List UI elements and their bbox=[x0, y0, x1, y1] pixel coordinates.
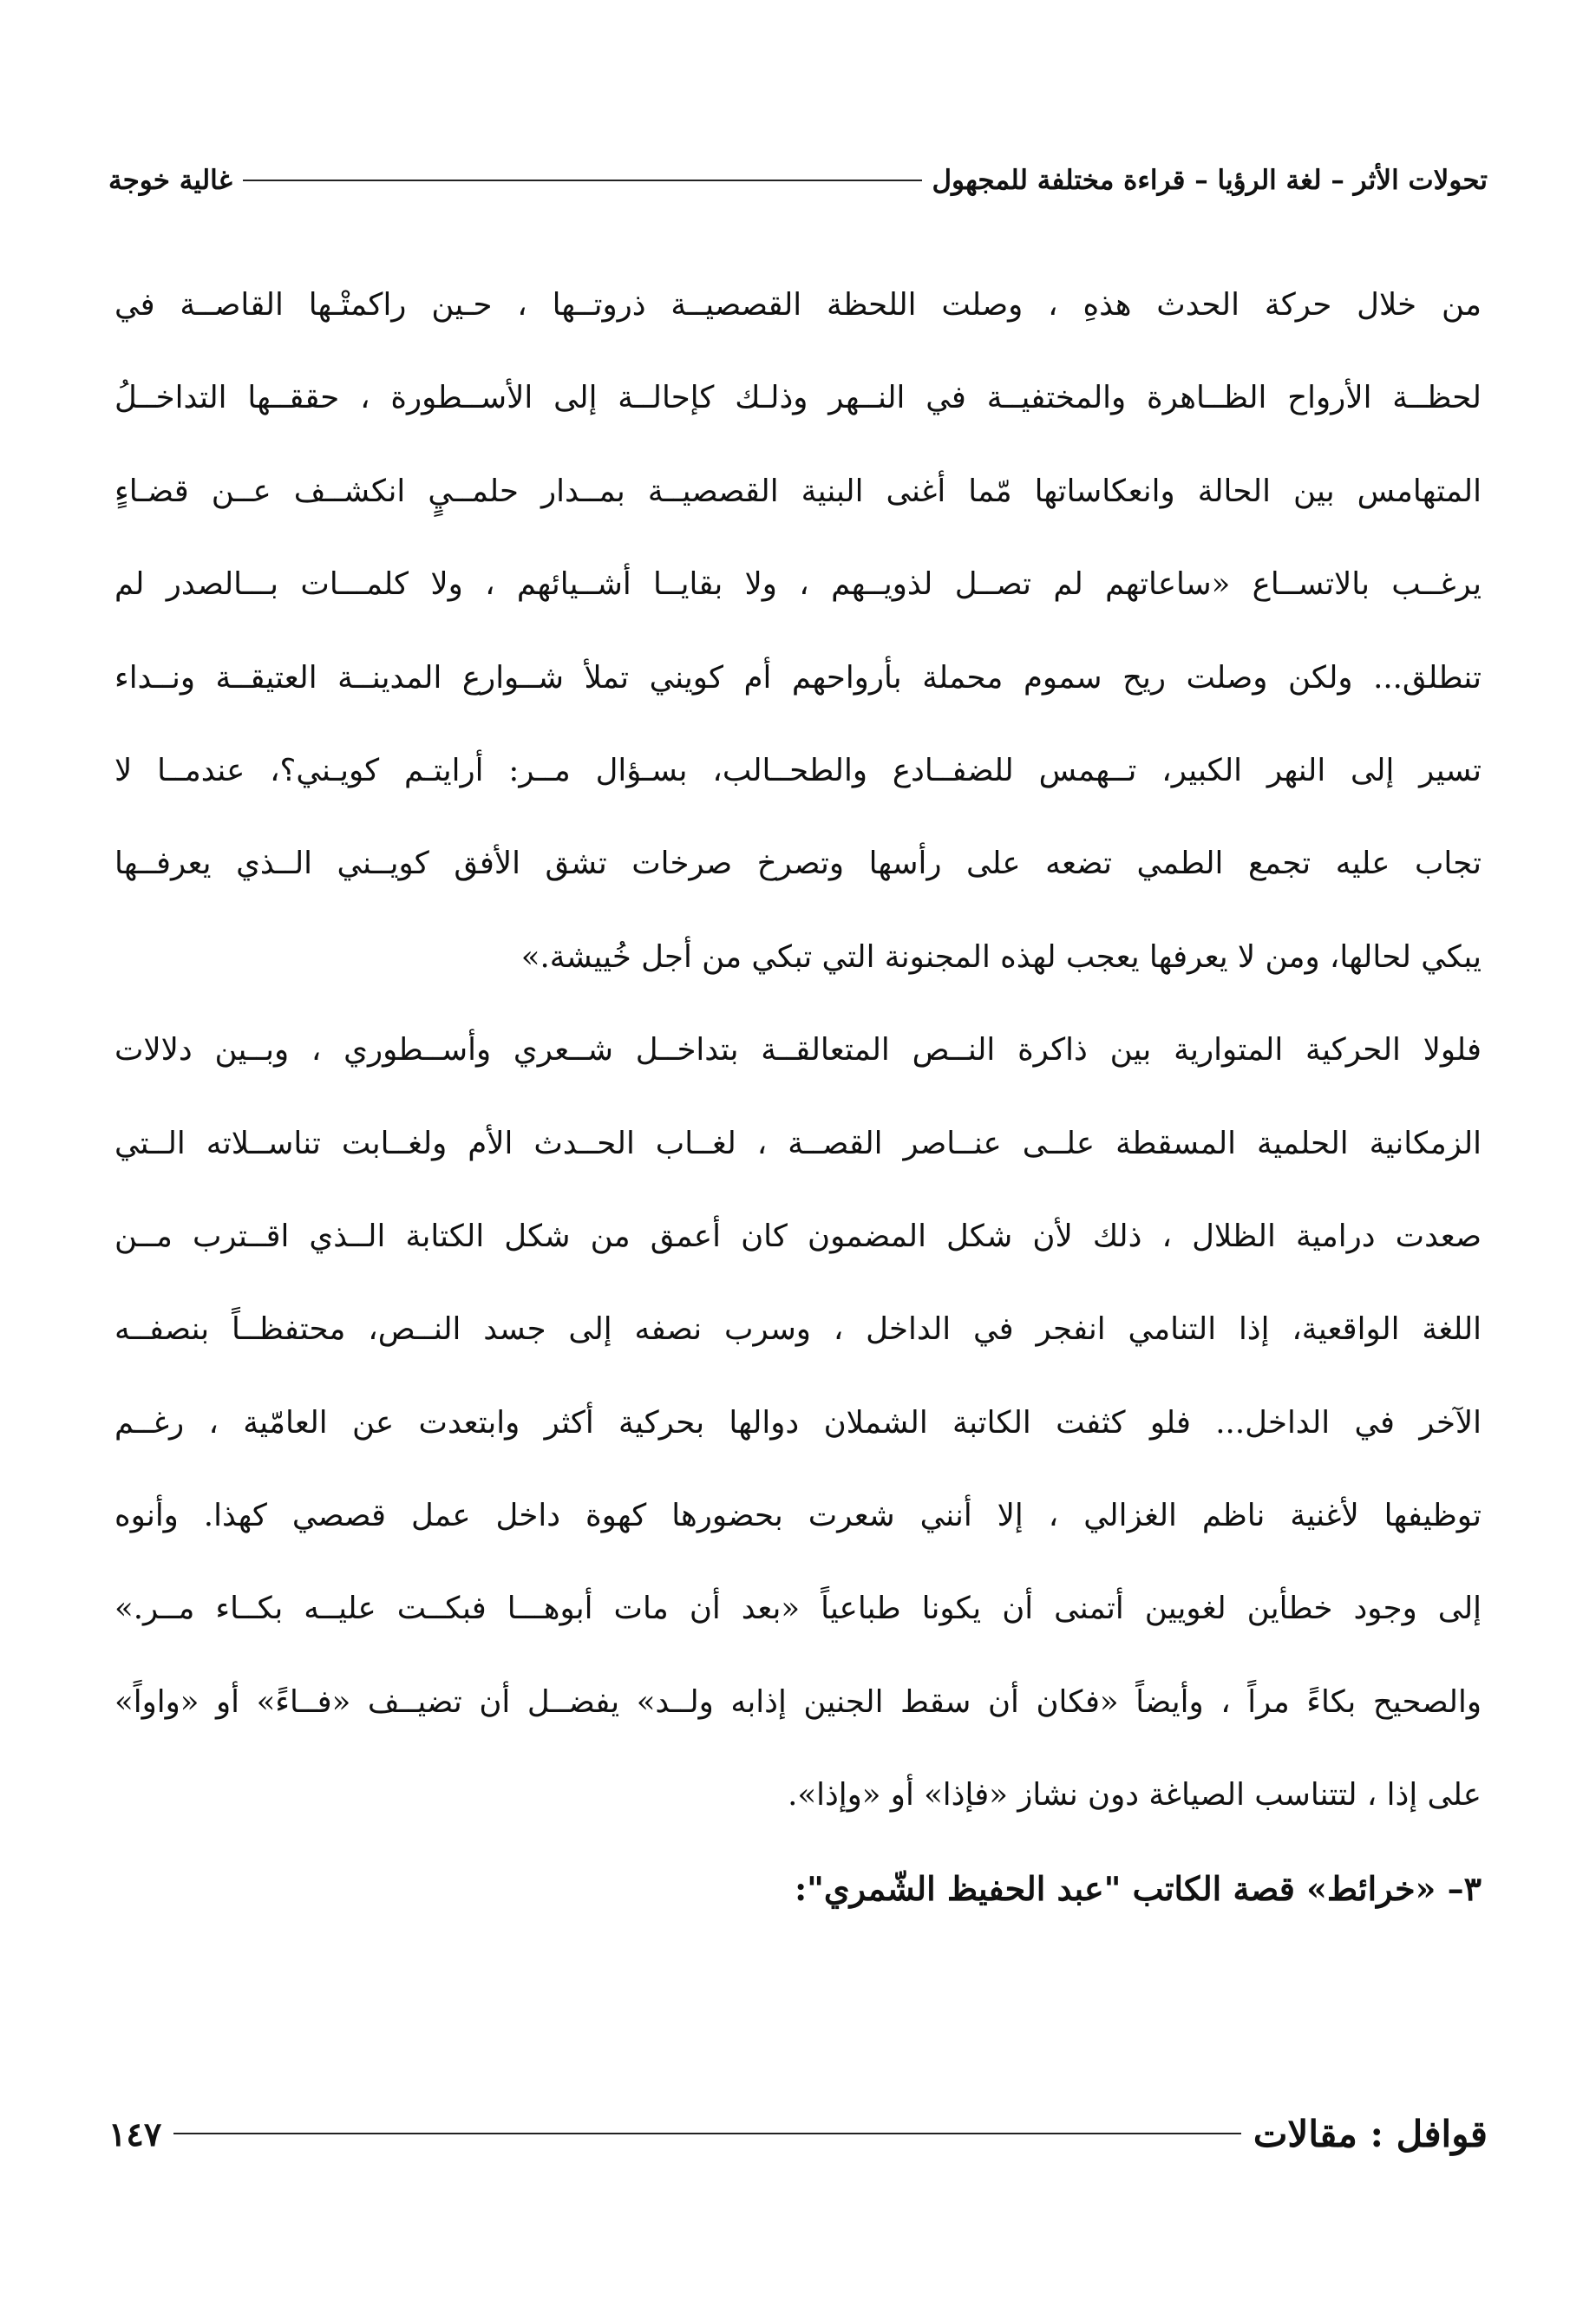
text-line: تسير إلى النهر الكبير، تــهمس للضفــادع والطحــالب، بسـؤال مــر: أرايتـم كويـني؟، عندمــا لا bbox=[114, 752, 1482, 788]
text-line: تجاب عليه تجمع الطمي تضعه على رأسها وتصرخ صرخات تشق الأفق كويــني الــذي يعرفــها bbox=[114, 846, 1482, 882]
running-header bbox=[108, 154, 1488, 206]
text-line: الزمكانية الحلمية المسقطة علــى عنــاصر القصــة ، لغــاب الحــدث الأم ولغــابت تناســلاته الــتي bbox=[114, 1125, 1482, 1161]
text-line: اللغة الواقعية، إذا التنامي انفجر في الداخل ، وسرب نصفه إلى جسد النــص، محتفظــاً بنصفــه bbox=[114, 1311, 1482, 1348]
page-footer bbox=[108, 2099, 1488, 2168]
text-line: توظيفها لأغنية ناظم الغزالي ، إلا أنني شعرت بحضورها كهوة داخل عمل قصصي كهذا. وأنوه bbox=[114, 1498, 1482, 1534]
text-line: إلى وجود خطأين لغويين أتمنى أن يكونا طباعياً «بعد أن مات أبوهـــا فبكــت عليــه بكــاء مــر.» bbox=[114, 1591, 1482, 1627]
section-heading: ٣– «خرائط» قصة الكاتب "عبد الحفيظ الشّمري": bbox=[795, 1868, 1482, 1908]
header-rule bbox=[243, 180, 922, 181]
text-line: لحظــة الأرواح الظــاهرة والمختفيــة في النــهر وذلـك كإحالــة إلى الأســطورة ، حققــها التداخــلُ bbox=[114, 380, 1482, 416]
text-line: صعدت درامية الظلال ، ذلك لأن شكل المضمون كان أعمق من شكل الكتابة الــذي اقــترب مــن bbox=[114, 1218, 1482, 1254]
footer-journal: قوافل : مقالات bbox=[1253, 2112, 1488, 2155]
text-line: يرغــب بالاتســاع «ساعاتهم لم تصــل لذويــهم ، ولا بقايــا أشــيائهم ، ولا كلمـــات بـــالصدر لم bbox=[114, 566, 1482, 603]
header-author: غالية خوجة bbox=[108, 165, 232, 196]
text-line: والصحيح بكاءً مراً ، وأيضاً «فكان أن سقط الجنين إذابه ولــد» يفضــل أن تضيــف «فــاءً» أو «واواً» bbox=[114, 1683, 1482, 1720]
text-line: الآخر في الداخل... فلو كثفت الكاتبة الشملان دوالها بحركية أكثر وابتعدت عن العامّية ، رغــم bbox=[114, 1404, 1482, 1441]
text-line: يبكي لحالها، ومن لا يعرفها يعجب لهذه المجنونة التي تبكي من أجل خُييشة.» bbox=[520, 938, 1482, 975]
text-line: المتهامس بين الحالة وانعكاساتها مّما أغنى البنية القصصيــة بمــدار حلمــيٍ انكشــف عــن قضـاءٍ bbox=[114, 473, 1482, 509]
text-line: على إذا ، لتتناسب الصياغة دون نشاز «فإذا» أو «وإذا». bbox=[788, 1777, 1482, 1814]
page-number: ١٤٧ bbox=[108, 2114, 162, 2153]
body-text bbox=[114, 258, 1482, 1935]
footer-rule bbox=[173, 2133, 1241, 2134]
header-title: تحولات الأثر – لغة الرؤيا – قراءة مختلفة للمجهول bbox=[932, 165, 1488, 196]
text-line: من خلال حركة الحدث هذهِ ، وصلت اللحظة القصصيــة ذروتــها ، حـين راكمتْـها القاصــة في bbox=[114, 287, 1482, 323]
text-line: فلولا الحركية المتوارية بين ذاكرة النــص المتعالقــة بتداخــل شــعري وأســطوري ، وبــين دلالات bbox=[114, 1032, 1482, 1069]
text-line: تنطلق... ولكن وصلت ريح سموم محملة بأرواحهم أم كويني تملأ شــوارع المدينــة العتيقــة ونــداء bbox=[114, 659, 1482, 696]
